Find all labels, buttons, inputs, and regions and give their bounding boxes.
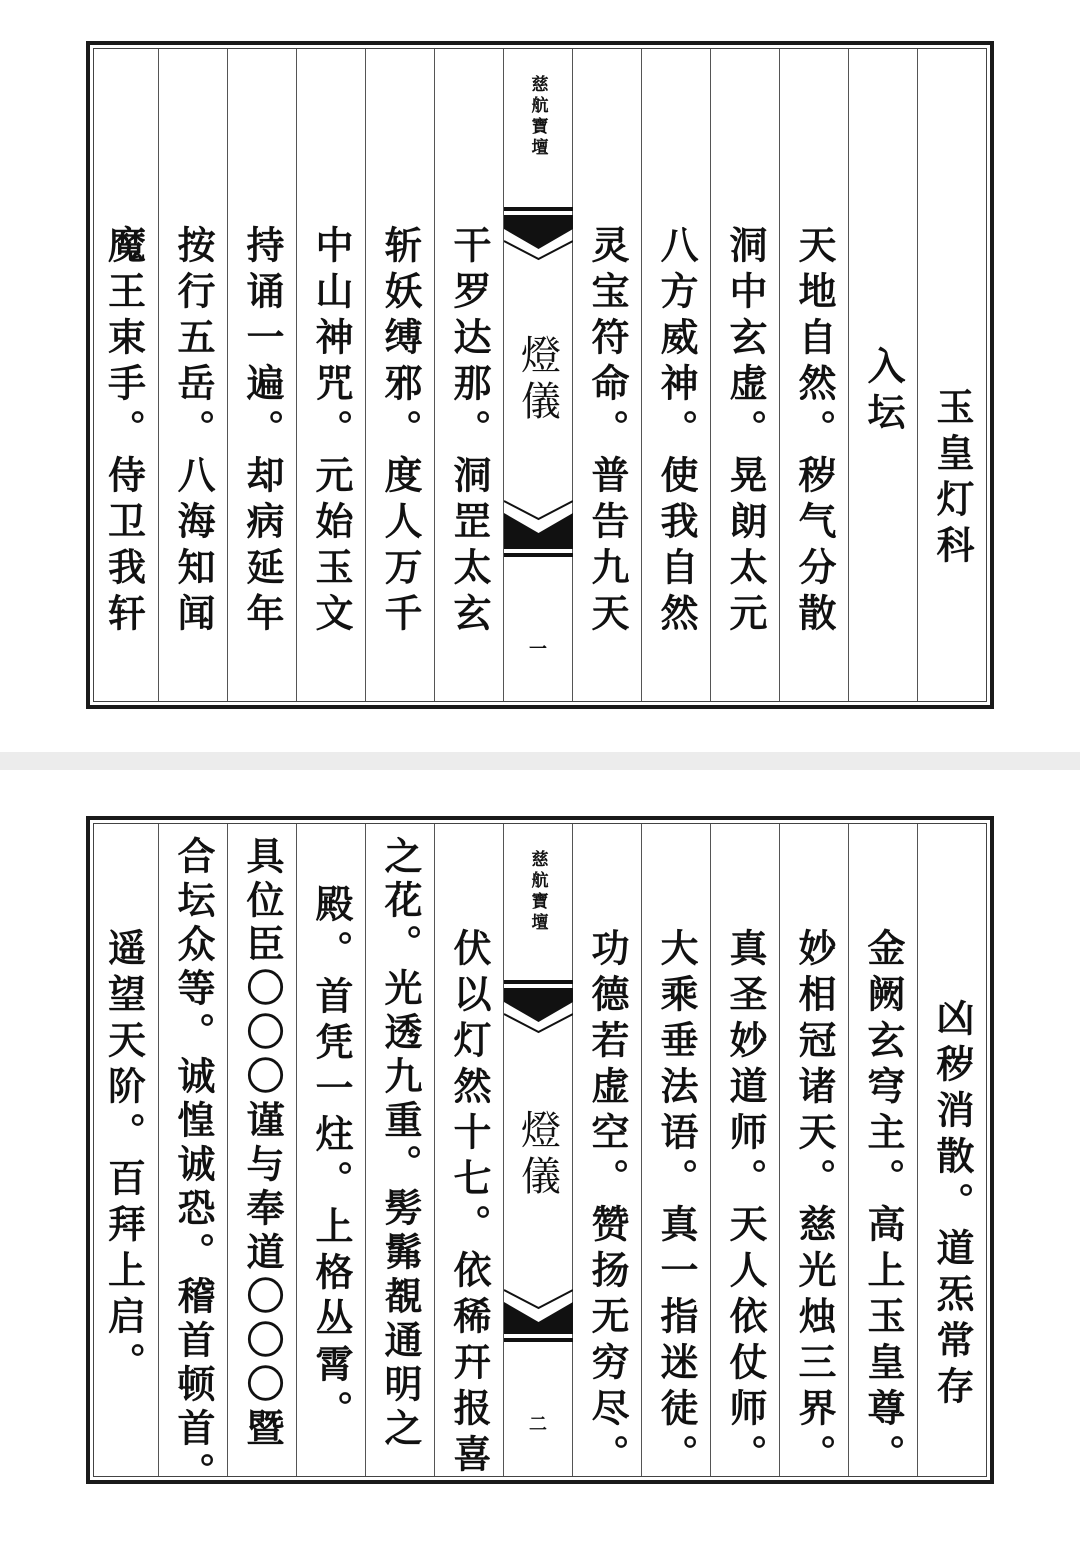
column xyxy=(227,49,296,701)
column-text: 功德若虚空。赞扬无穷尽。 xyxy=(585,928,629,1480)
column xyxy=(89,824,158,1476)
column-text: 真圣妙道师。天人依仗师。 xyxy=(723,928,767,1480)
column xyxy=(296,824,365,1476)
column-text: 之花。光透九重。髣髴覩通明之 xyxy=(378,836,422,1452)
column-text: 具位臣〇〇〇谨与奉道〇〇〇暨 xyxy=(240,836,284,1452)
column-text: 殿。首凭一炷。上格丛霄。 xyxy=(309,884,353,1436)
column xyxy=(158,49,227,701)
column xyxy=(572,49,641,701)
column xyxy=(365,49,434,701)
center-spine xyxy=(503,824,572,1476)
column-text: 遥望天阶。百拜上启。 xyxy=(101,928,146,1388)
column xyxy=(572,824,641,1480)
column xyxy=(434,824,503,1480)
column-text: 中山神咒。元始玉文 xyxy=(309,225,353,639)
column-text: 灵宝符命。普告九天 xyxy=(585,225,629,639)
column xyxy=(710,49,779,701)
page-number: 二 xyxy=(529,1414,547,1435)
page-number: 一 xyxy=(529,639,547,660)
column xyxy=(89,49,158,701)
page-1-sheet xyxy=(86,41,994,709)
column xyxy=(779,49,848,701)
column xyxy=(296,49,365,701)
column-text: 洞中玄虚。晃朗太元 xyxy=(723,225,767,639)
column xyxy=(848,49,917,701)
column xyxy=(848,824,917,1480)
column xyxy=(641,824,710,1480)
column-text: 按行五岳。八海知闻 xyxy=(171,225,215,639)
column xyxy=(434,49,503,701)
column-text: 天地自然。秽气分散 xyxy=(792,225,836,639)
center-spine xyxy=(503,49,572,701)
column xyxy=(158,824,227,1496)
column-text: 斩妖缚邪。度人万千 xyxy=(378,225,422,639)
page-2-columns xyxy=(93,823,987,1496)
spine-temple-name: 慈航寶壇 xyxy=(527,75,548,159)
page-divider xyxy=(0,752,1080,770)
column-text: 干罗达那。洞罡太玄 xyxy=(447,225,491,639)
column xyxy=(641,49,710,701)
column xyxy=(779,824,848,1480)
column-text: 魔王束手。侍卫我轩 xyxy=(101,225,146,639)
column-text: 凶秽消散。道炁常存 xyxy=(930,998,974,1412)
column xyxy=(917,49,986,701)
column-text: 玉皇灯科 xyxy=(930,387,974,571)
spine-temple-name: 慈航寶壇 xyxy=(527,850,548,934)
column-text: 大乘垂法语。真一指迷徒。 xyxy=(654,928,698,1480)
column-text: 妙相冠诸天。慈光烛三界。 xyxy=(792,928,836,1480)
column-text: 八方威神。使我自然 xyxy=(654,225,698,639)
column xyxy=(710,824,779,1480)
column xyxy=(365,824,434,1476)
column-text: 伏以灯然十七。依稀幵报喜 xyxy=(447,928,491,1480)
page-1 xyxy=(0,0,1080,752)
column-text: 金阙玄穹主。高上玉皇尊。 xyxy=(861,928,905,1480)
spine-title: 燈儀 xyxy=(514,1109,561,1201)
column-text: 持诵一遍。却病延年 xyxy=(240,225,284,639)
spine-title: 燈儀 xyxy=(514,334,561,426)
page-2-sheet xyxy=(86,816,994,1496)
column-text: 入坛 xyxy=(861,346,905,438)
column xyxy=(917,824,986,1476)
column-text: 合坛众等。诚惶诚恐。稽首顿首。 xyxy=(171,836,215,1496)
column xyxy=(227,824,296,1476)
page-2 xyxy=(0,770,1080,1544)
page-1-columns xyxy=(93,48,987,702)
